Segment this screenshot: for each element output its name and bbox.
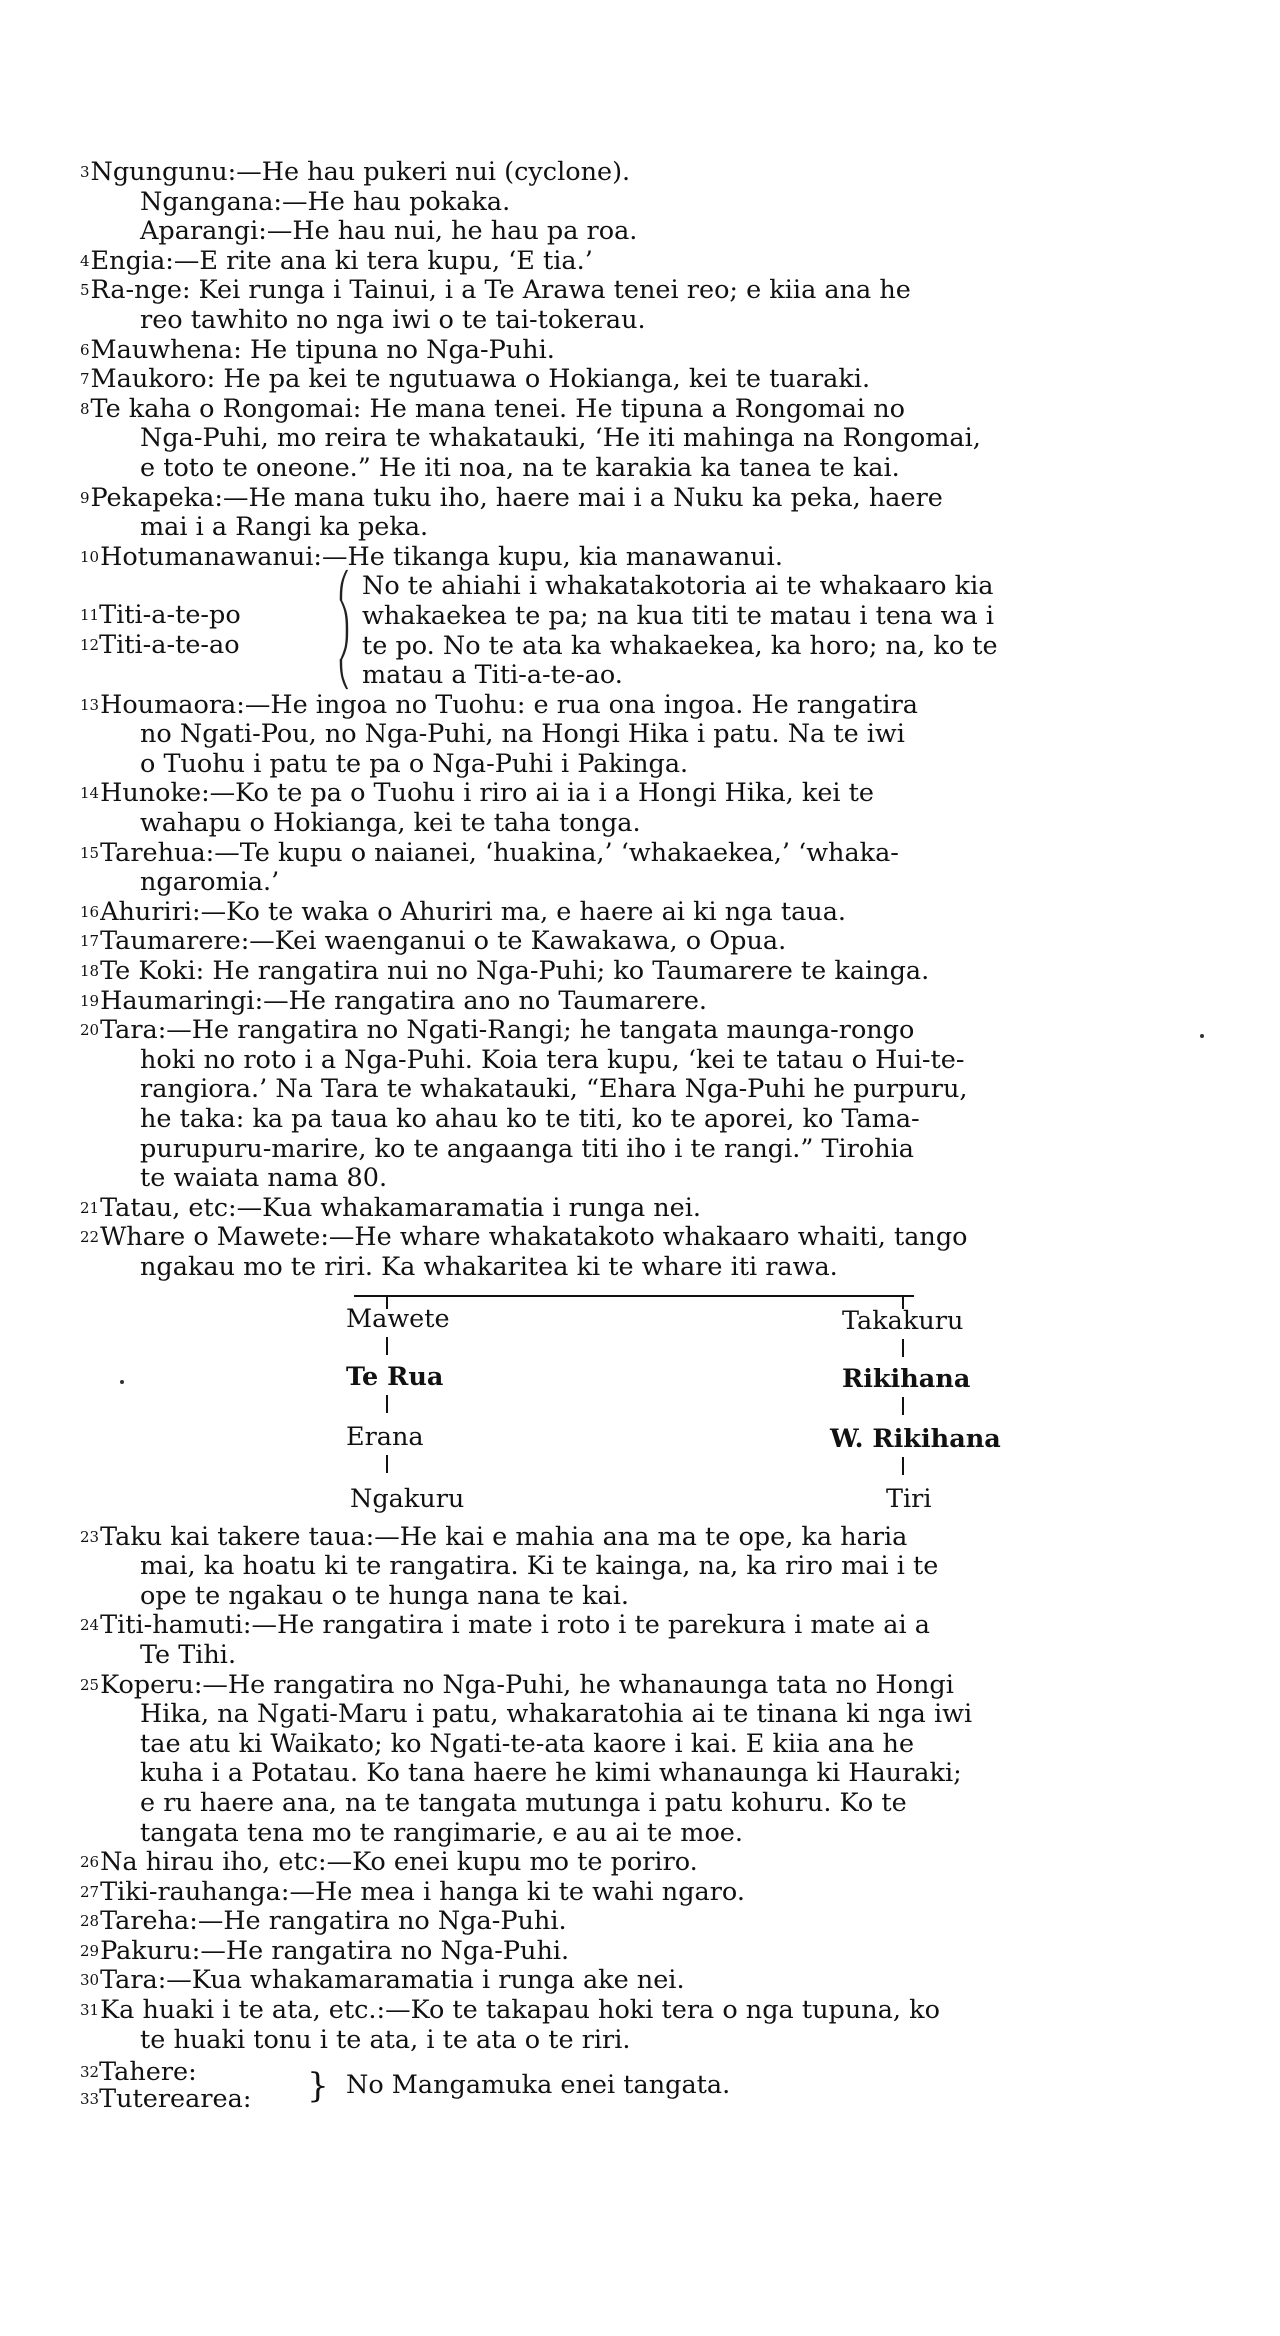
footnote-line	[80, 839, 1230, 869]
titi-split-note	[80, 572, 1230, 690]
footnote-number: 3	[80, 163, 90, 181]
footnote-number: 29	[80, 1941, 100, 1960]
tree-node-right-3: Tiri	[886, 1483, 932, 1514]
footnote	[80, 1878, 1230, 1908]
footnote-text: Ngungunu:—He hau pukeri nui (cyclone).	[90, 157, 631, 187]
tree-top-line	[354, 1295, 914, 1297]
notes-block-3	[80, 1523, 1230, 2056]
footnote-line	[80, 484, 1230, 514]
footnote	[80, 1523, 1230, 1612]
footnote-text: Ka huaki i te ata, etc.:—Ko te takapau hoki tera o nga tupuna, ko	[100, 1995, 940, 2026]
notes-block-1	[80, 158, 1230, 572]
footnote-text: e ru haere ana, na te tangata mutunga i patu kohuru. Ko te	[140, 1787, 907, 1818]
footnote-line	[80, 158, 1230, 188]
footnote-line	[80, 1966, 1230, 1996]
footnote-line	[80, 365, 1230, 395]
page	[80, 158, 1230, 2113]
footnote-line	[80, 1105, 1230, 1135]
footnote-text: kuha i a Potatau. Ko tana haere he kimi whanaunga ki Hauraki;	[140, 1758, 962, 1789]
footnote	[80, 1671, 1230, 1849]
footnote-line	[80, 1552, 1230, 1582]
footnote-line	[80, 217, 1230, 247]
split-text	[362, 572, 1230, 690]
footnote-text: wahapu o Hokianga, kei te taha tonga.	[140, 808, 641, 839]
pair-labels	[80, 2059, 298, 2113]
footnote-text: Ahuriri:—Ko te waka o Ahuriri ma, e haere ai ki nga taua.	[100, 896, 847, 927]
footnote-line	[80, 868, 1230, 898]
footnote-line	[80, 779, 1230, 809]
split-label-12: $^{12}$Titi-a-te-ao	[80, 629, 240, 660]
footnote-line	[80, 1523, 1230, 1553]
footnote	[80, 336, 1230, 366]
footnote-line	[80, 276, 1230, 306]
footnote-text: ope te ngakau o te hunga nana te kai.	[140, 1580, 629, 1611]
footnote-number: 15	[80, 843, 100, 862]
footnote	[80, 1194, 1230, 1224]
pair-text: No Mangamuka enei tangata.	[346, 2070, 731, 2101]
split-line: whakaekea te pa; na kua titi te matau i tena wa i	[362, 600, 994, 631]
footnote-line	[80, 1907, 1230, 1937]
footnote	[80, 484, 1230, 543]
footnote-line	[80, 750, 1230, 780]
footnote	[80, 1937, 1230, 1967]
footnote-text: no Ngati-Pou, no Nga-Puhi, na Hongi Hika i patu. Na te iwi	[140, 719, 905, 750]
tree-link	[902, 1397, 904, 1415]
footnote-line	[80, 1611, 1230, 1641]
footnote-number: 20	[80, 1021, 100, 1040]
footnote-text: Houmaora:—He ingoa no Tuohu: e rua ona ingoa. He rangatira	[100, 689, 918, 720]
footnote-text: rangiora.’ Na Tara te whakatauki, “Ehara Nga-Puhi he purpuru,	[140, 1074, 968, 1105]
footnote-text: Tara:—Kua whakamaramatia i runga ake nei.	[100, 1965, 685, 1996]
footnote	[80, 1996, 1230, 2055]
footnote-line	[80, 1164, 1230, 1194]
footnote	[80, 1848, 1230, 1878]
footnote-text: Ra-nge: Kei runga i Tainui, i a Te Arawa tenei reo; e kiia ana he	[90, 275, 911, 306]
footnote	[80, 1611, 1230, 1670]
split-label-11: $^{11}$Titi-a-te-po	[80, 600, 241, 631]
footnote-text: e toto te oneone.” He iti noa, na te karakia ka tanea te kai.	[140, 452, 900, 483]
split-line: matau a Titi-a-te-ao.	[362, 660, 623, 691]
footnote-text: ngaromia.’	[140, 867, 280, 898]
footnote-line	[80, 1671, 1230, 1701]
footnote-number: 26	[80, 1853, 100, 1872]
footnote-text: Te Tihi.	[140, 1639, 237, 1670]
footnote-text: Tiki-rauhanga:—He mea i hanga ki te wahi ngaro.	[100, 1876, 745, 1907]
footnote-line	[80, 395, 1230, 425]
footnote-number: 8	[80, 399, 90, 418]
footnote	[80, 898, 1230, 928]
footnote	[80, 1016, 1230, 1194]
footnote	[80, 158, 1230, 188]
tree-node-right-2: W. Rikihana	[830, 1423, 1001, 1454]
tree-node-left-1: Te Rua	[346, 1361, 444, 1392]
split-labels	[80, 572, 326, 660]
footnote-text: Tatau, etc:—Kua whakamaramatia i runga nei.	[100, 1192, 702, 1223]
footnote-number: 27	[80, 1882, 100, 1901]
footnote-text: Hika, na Ngati-Maru i patu, whakaratohia ai te tinana ki nga iwi	[140, 1699, 973, 1730]
footnote-text: he taka: ka pa taua ko ahau ko te titi, ko te aporei, ko Tama-	[140, 1104, 920, 1134]
footnote-text: hoki no roto i a Nga-Puhi. Koia tera kupu, ‘kei te tatau o Hui-te-	[140, 1044, 965, 1075]
footnote	[80, 217, 1230, 247]
footnote-text: mai i a Rangi ka peka.	[140, 512, 429, 543]
footnote-line	[80, 1937, 1230, 1967]
footnote-text: Koperu:—He rangatira no Nga-Puhi, he whanaunga tata no Hongi	[100, 1669, 954, 1700]
footnote-number: 7	[80, 370, 90, 389]
footnote-number: 9	[80, 488, 90, 507]
footnote-line	[80, 1878, 1230, 1908]
footnote-line	[80, 1075, 1230, 1105]
brace-symbol: ⎛ ⎞ ⎠ ⎝	[337, 571, 351, 691]
footnote-line	[80, 2026, 1230, 2056]
footnote-line	[80, 306, 1230, 336]
footnote-number: 16	[80, 902, 100, 921]
footnote-line	[80, 720, 1230, 750]
footnote-line	[80, 336, 1230, 366]
footnote-number: 10	[80, 547, 100, 566]
footnote-line	[80, 1759, 1230, 1789]
footnote-line	[80, 454, 1230, 484]
footnote	[80, 395, 1230, 484]
footnote-text: Tarehua:—Te kupu o naianei, ‘huakina,’ ‘whakaekea,’ ‘whaka-	[100, 837, 899, 868]
footnote-line	[80, 927, 1230, 957]
footnote-text: Hotumanawanui:—He tikanga kupu, kia manawanui.	[100, 541, 783, 572]
footnote-text: Pekapeka:—He mana tuku iho, haere mai i a Nuku ka peka, haere	[90, 482, 943, 513]
split-line: No te ahiahi i whakatakotoria ai te whakaaro kia	[362, 571, 994, 602]
footnote-text: purupuru-marire, ko te angaanga titi iho i te rangi.” Tirohia	[140, 1133, 915, 1164]
notes-block-2	[80, 691, 1230, 1283]
footnote-text: Whare o Mawete:—He whare whakatakoto whakaaro whaiti, tango	[100, 1222, 968, 1253]
footnote	[80, 1966, 1230, 1996]
footnote-text: reo tawhito no nga iwi o te tai-tokerau.	[140, 304, 646, 335]
footnote-text: Haumaringi:—He rangatira ano no Taumarere.	[100, 985, 708, 1016]
tree-link	[386, 1455, 388, 1473]
footnote-line	[80, 987, 1230, 1017]
footnote-line	[80, 1789, 1230, 1819]
speck-mark	[120, 1380, 124, 1384]
footnote-line	[80, 1194, 1230, 1224]
genealogy-tree	[80, 1289, 1230, 1521]
footnote-line	[80, 188, 1230, 218]
footnote-text: Te kaha o Rongomai: He mana tenei. He tipuna a Rongomai no	[90, 393, 905, 424]
footnote-text: mai, ka hoatu ki te rangatira. Ki te kainga, na, ka riro mai i te	[140, 1551, 939, 1582]
footnote-text: tangata tena mo te rangimarie, e au ai te moe.	[140, 1817, 743, 1848]
footnote-line	[80, 1848, 1230, 1878]
footnote-text: o Tuohu i patu te pa o Nga-Puhi i Pakinga.	[140, 748, 689, 779]
footnote-line	[80, 1730, 1230, 1760]
footnote-line	[80, 1582, 1230, 1612]
tahere-tuterearea-note	[80, 2059, 1230, 2113]
footnote-text: Te Koki: He rangatira nui no Nga-Puhi; ko Taumarere te kainga.	[100, 956, 930, 987]
footnote-number: 25	[80, 1675, 100, 1694]
footnote-text: Tara:—He rangatira no Ngati-Rangi; he tangata maunga-rongo	[100, 1015, 915, 1046]
tree-link	[902, 1339, 904, 1357]
tree-node-left-2: Erana	[346, 1421, 424, 1452]
footnote-number: 22	[80, 1228, 100, 1247]
footnote-text: Ngangana:—He hau pokaka.	[140, 186, 511, 217]
footnote	[80, 987, 1230, 1017]
footnote	[80, 1907, 1230, 1937]
footnote-line	[80, 957, 1230, 987]
tree-node-right-1: Rikihana	[842, 1363, 971, 1394]
footnote-line	[80, 1819, 1230, 1849]
footnote	[80, 1223, 1230, 1282]
footnote-text: Na hirau iho, etc:—Ko enei kupu mo te poriro.	[100, 1847, 698, 1878]
footnote-text: Nga-Puhi, mo reira te whakatauki, ‘He iti mahinga na Rongomai,	[140, 423, 981, 454]
footnote-line	[80, 1996, 1230, 2026]
footnote-number: 23	[80, 1527, 100, 1546]
footnote-line	[80, 1223, 1230, 1253]
footnote-text: Titi-hamuti:—He rangatira i mate i roto i te parekura i mate ai a	[100, 1610, 930, 1641]
brace-symbol: }	[307, 2066, 329, 2107]
footnote-line	[80, 898, 1230, 928]
footnote	[80, 276, 1230, 335]
footnote-line	[80, 809, 1230, 839]
footnote-text: Engia:—E rite ana ki tera kupu, ‘E tia.’	[90, 245, 593, 276]
footnote-number: 5	[80, 281, 90, 300]
footnote	[80, 543, 1230, 573]
tree-link	[386, 1395, 388, 1413]
footnote-line	[80, 1253, 1230, 1283]
tree-node-left-0: Mawete	[346, 1303, 450, 1334]
tree-link	[386, 1337, 388, 1355]
footnote-number: 14	[80, 784, 100, 803]
footnote-line	[80, 1700, 1230, 1730]
footnote-number: 21	[80, 1198, 100, 1217]
footnote-number: 19	[80, 991, 100, 1010]
tree-link	[902, 1457, 904, 1475]
footnote-line	[80, 424, 1230, 454]
footnote-number: 28	[80, 1912, 100, 1931]
pair-label-33: $^{33}$Tuterearea:	[80, 2084, 252, 2115]
footnote-number: 4	[80, 251, 90, 270]
footnote-text: te huaki tonu i te ata, i te ata o te riri.	[140, 2024, 631, 2055]
footnote-number: 17	[80, 932, 100, 951]
footnote	[80, 691, 1230, 780]
footnote-text: Hunoke:—Ko te pa o Tuohu i riro ai ia i a Hongi Hika, kei te	[100, 778, 875, 809]
footnote	[80, 779, 1230, 838]
footnote	[80, 927, 1230, 957]
footnote	[80, 957, 1230, 987]
footnote-line	[80, 1641, 1230, 1671]
footnote-line	[80, 1046, 1230, 1076]
footnote-text: Taumarere:—Kei waenganui o te Kawakawa, o Opua.	[100, 926, 787, 957]
footnote-number: 24	[80, 1616, 100, 1635]
tree-node-right-0: Takakuru	[842, 1305, 964, 1336]
footnote	[80, 188, 1230, 218]
speck-mark	[1200, 1034, 1204, 1038]
footnote-number: 31	[80, 2001, 100, 2020]
footnote-number: 18	[80, 962, 100, 981]
footnote-text: Aparangi:—He hau nui, he hau pa roa.	[140, 216, 638, 247]
footnote-text: Pakuru:—He rangatira no Nga-Puhi.	[100, 1935, 570, 1966]
footnote-line	[80, 1016, 1230, 1046]
footnote-line	[80, 543, 1230, 573]
footnote-line	[80, 513, 1230, 543]
footnote-line	[80, 691, 1230, 721]
pair-label-32: $^{32}$Tahere:	[80, 2057, 197, 2088]
footnote	[80, 839, 1230, 898]
footnote-number: 6	[80, 340, 90, 359]
footnote-line	[80, 1135, 1230, 1165]
footnote-number: 30	[80, 1971, 100, 1990]
tree-node-left-3: Ngakuru	[350, 1483, 465, 1514]
footnote-text: te waiata nama 80.	[140, 1163, 388, 1194]
footnote-text: Maukoro: He pa kei te ngutuawa o Hokianga, kei te tuaraki.	[90, 364, 871, 395]
footnote-text: Tareha:—He rangatira no Nga-Puhi.	[100, 1906, 567, 1937]
footnote-text: Mauwhena: He tipuna no Nga-Puhi.	[90, 334, 555, 365]
footnote-text: ngakau mo te riri. Ka whakaritea ki te whare iti rawa.	[140, 1251, 838, 1282]
footnote	[80, 365, 1230, 395]
footnote-text: Taku kai takere taua:—He kai e mahia ana ma te ope, ka haria	[100, 1521, 908, 1552]
footnote-number: 13	[80, 695, 100, 714]
footnote-line	[80, 247, 1230, 277]
split-line: te po. No te ata ka whakaekea, ka horo; na, ko te	[362, 630, 998, 661]
footnote	[80, 247, 1230, 277]
footnote-text: tae atu ki Waikato; ko Ngati-te-ata kaore i kai. E kiia ana he	[140, 1728, 915, 1759]
